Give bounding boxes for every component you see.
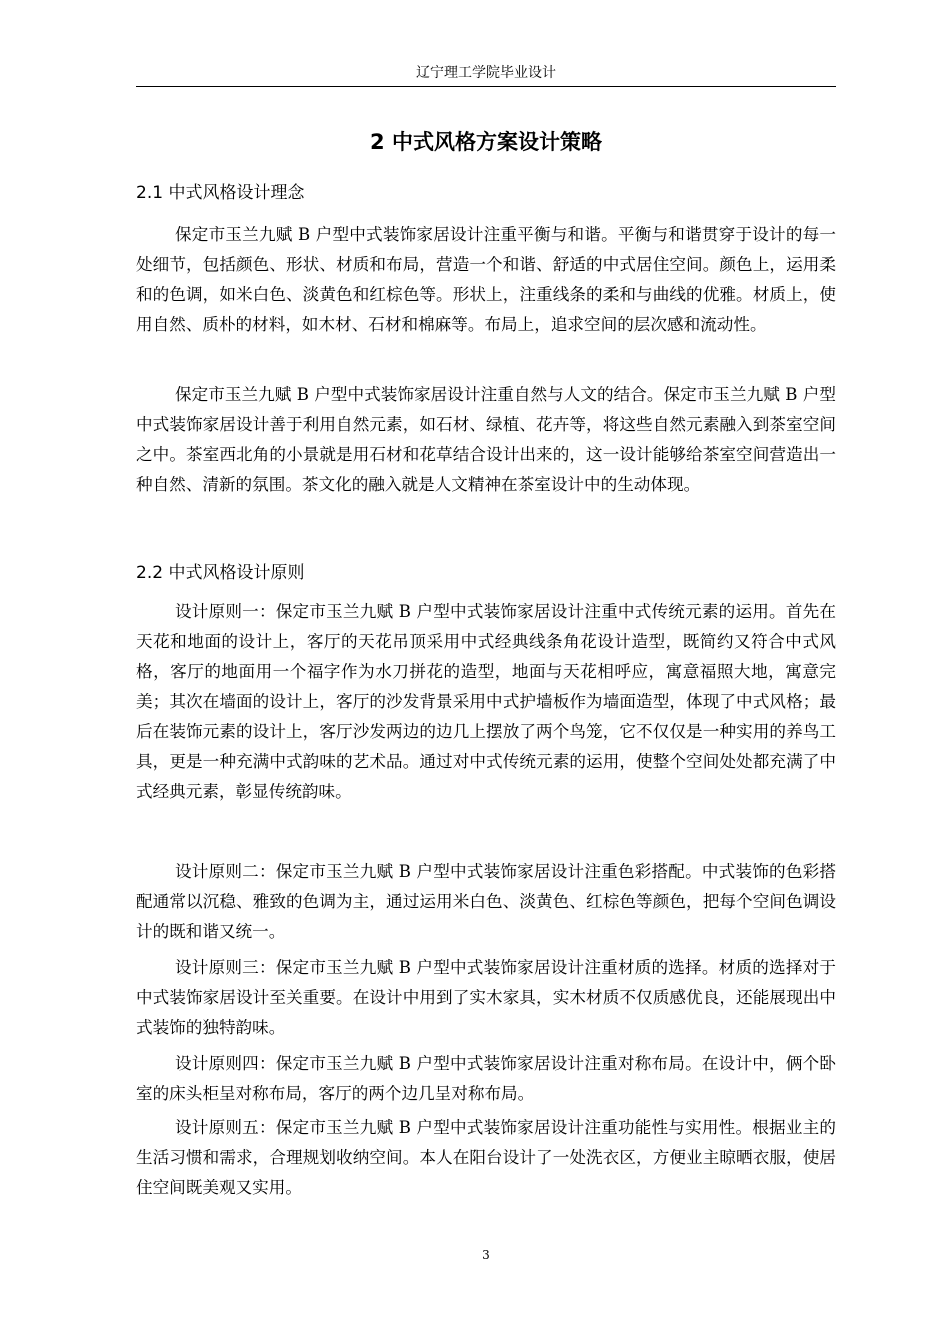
- paragraph: 设计原则四：保定市玉兰九赋 B 户型中式装饰家居设计注重对称布局。在设计中，俩个卧室的床头柜呈对称布局，客厅的两个边几呈对称布局。: [136, 1054, 836, 1103]
- paragraph: 设计原则五：保定市玉兰九赋 B 户型中式装饰家居设计注重功能性与实用性。根据业主的生活习惯和需求，合理规划收纳空间。本人在阳台设计了一处洗衣区，方便业主晾晒衣服，使居住空间既美观又实用。: [136, 1118, 836, 1197]
- paragraph: 设计原则三：保定市玉兰九赋 B 户型中式装饰家居设计注重材质的选择。材质的选择对于中式装饰家居设计至关重要。在设计中用到了实木家具，实木材质不仅质感优良，还能展现出中式装饰的独特韵味。: [136, 958, 836, 1037]
- section-title-2-2: 2.2 中式风格设计原则: [136, 563, 305, 583]
- paragraph: 保定市玉兰九赋 B 户型中式装饰家居设计注重自然与人文的结合。保定市玉兰九赋 B 户型中式装饰家居设计善于利用自然元素，如石材、绿植、花卉等，将这些自然元素融入到茶室空间之中。茶室西北角的小景就是用石材和花草结合设计出来的，这一设计能够给茶室空间营造出一种自然、清新的氛围。茶文化的融入就是人文精神在茶室设计中的生动体现。: [136, 385, 836, 494]
- paragraph: 设计原则一：保定市玉兰九赋 B 户型中式装饰家居设计注重中式传统元素的运用。首先在天花和地面的设计上，客厅的天花吊顶采用中式经典线条角花设计造型，既简约又符合中式风格，客厅的地面用一个福字作为水刀拼花的造型，地面与天花相呼应，寓意福照大地，寓意完美；其次在墙面的设计上，客厅的沙发背景采用中式护墙板作为墙面造型，体现了中式风格；最后在装饰元素的设计上，客厅沙发两边的边几上摆放了两个鸟笼，它不仅仅是一种实用的养鸟工具，更是一种充满中式韵味的艺术品。通过对中式传统元素的运用，使整个空间处处都充满了中式经典元素，彰显传统韵味。: [136, 602, 836, 801]
- page-number: 3: [482, 1248, 490, 1262]
- header-divider: [136, 86, 836, 87]
- page-header: 辽宁理工学院毕业设计: [416, 65, 556, 81]
- paragraph: 设计原则二：保定市玉兰九赋 B 户型中式装饰家居设计注重色彩搭配。中式装饰的色彩搭配通常以沉稳、雅致的色调为主，通过运用米白色、淡黄色、红棕色等颜色，把每个空间色调设计的既和谐又统一。: [136, 862, 836, 941]
- chapter-title: 2 中式风格方案设计策略: [370, 130, 602, 154]
- paragraph: 保定市玉兰九赋 B 户型中式装饰家居设计注重平衡与和谐。平衡与和谐贯穿于设计的每一处细节，包括颜色、形状、材质和布局，营造一个和谐、舒适的中式居住空间。颜色上，运用柔和的色调，如米白色、淡黄色和红棕色等。形状上，注重线条的柔和与曲线的优雅。材质上，使用自然、质朴的材料，如木材、石材和棉麻等。布局上，追求空间的层次感和流动性。: [136, 225, 836, 334]
- section-title-2-1: 2.1 中式风格设计理念: [136, 183, 305, 203]
